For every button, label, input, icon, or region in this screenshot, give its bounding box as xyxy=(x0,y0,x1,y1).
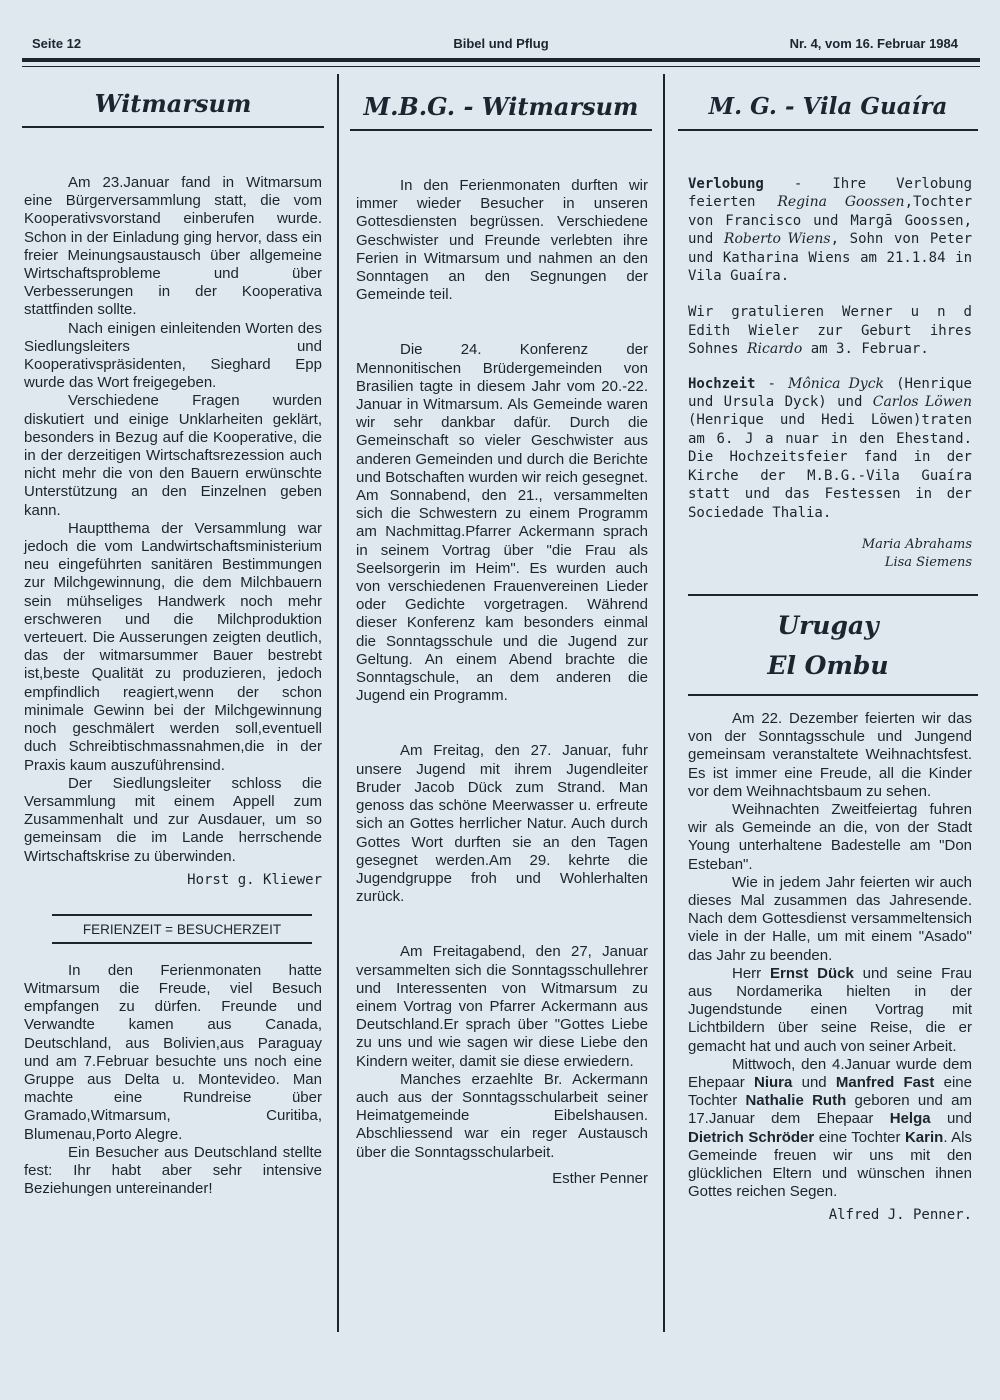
paragraph: Ein Besucher aus Deutschland stellte fest: Ihr habt aber sehr intensive Beziehungen untereinander! xyxy=(24,1143,322,1198)
person-name: Mônica Dyck xyxy=(788,375,885,392)
paragraph: Manches erzaehlte Br. Ackermann auch aus der Sonntagsschularbeit seiner Heimatgemeinde Eibelshausen. Abschliessend war ein reger Austausch über die Sonntagsschularbeit. xyxy=(356,1070,648,1161)
signature-name: Maria Abrahams xyxy=(861,536,972,552)
article-title-witmarsum: Witmarsum xyxy=(94,89,252,118)
newspaper-name: Bibel und Pflug xyxy=(453,36,549,51)
paragraph: In den Ferienmonaten hatte Witmarsum die Freude, viel Besuch empfangen zu dürfen. Freunde und Verwandte kamen aus Canada, Deutschland, aus Bolivien,aus Paraguay und am 7.Februar besuchte uns noch eine Gruppe aus Delta u. Montevideo. Man machte eine Rundreise über Gramado,Witmarsum, Curitiba, Blumenau,Porto Alegre. xyxy=(24,961,322,1143)
person-name: Carlos Löwen xyxy=(872,394,972,411)
title-rule xyxy=(678,129,978,131)
person-name: Niura xyxy=(753,1073,793,1091)
person-name: Nathalie Ruth xyxy=(745,1092,847,1110)
paragraph-verlobung: Verlobung - Ihre Verlobung feierten Regina Goossen,Tochter von Francisco und Margā Goossen, und Roberto Wiens, Sohn von Peter und Katharina Wiens am 21.1.84 in Vila Guaíra. xyxy=(688,176,973,285)
article-signature: Alfred J. Penner. xyxy=(828,1207,972,1224)
person-name: Ricardo xyxy=(747,341,803,358)
title-rule xyxy=(22,126,324,128)
person-name: Helga xyxy=(889,1110,931,1128)
article-body-mbg xyxy=(350,177,652,1162)
label-verlobung: Verlobung xyxy=(688,176,764,192)
page-header xyxy=(22,34,980,54)
article-body-vila-guaira xyxy=(678,175,978,522)
subarticle-title-el-ombu: El Ombu xyxy=(767,650,889,680)
paragraph: Hauptthema der Versammlung war jedoch die vom Landwirtschaftsministerium neu eingeführten sanitären Bestimmungen zur Milchgewinnung, die dem Milchbauern sein mühseliges Handwerk noch mehr erschweren und die Milchproduktion verteuert. Die Ausserungen zeigten deutlich, das der witmarsummer Bauer bestrebt ist,beste Qualität zu produzieren, jedoch empfindlich reagiert,wenn der schon minimale Gewinn bei der Milchgewinnung noch geschmälert werden soll,eventuell duch Schreibtischmassnahmen,die in der Praxis kaum auszuführensind. xyxy=(24,519,322,774)
article-title-vila-guaira: M. G. - Vila Guaíra xyxy=(708,93,948,120)
section-rule xyxy=(688,694,978,696)
paragraph-hochzeit: Hochzeit - Mônica Dyck (Henrique und Ursula Dyck) und Carlos Löwen (Henrique und Hedi Löwen)traten am 6. J a nuar in den Ehestand. Die Hochzeitsfeier fand in der Kirche der M.B.G.-Vila Guaíra statt und das Festessen in der Sociedade Thalia. xyxy=(688,375,972,521)
column-divider-right xyxy=(663,74,665,1332)
paragraph: Am Freitag, den 27. Januar, fuhr unsere Jugend mit ihrem Jugendleiter Bruder Jacob Dück zum Strand. Man genoss das schöne Meerwasser u. erfreute sich an Gottes herrlicher Natur. Auch durch Gottes Wort durften sie an den Tagen gesegnet werden.Am 29. kehrte die Jugendgruppe froh und Wohlerhalten zurück. xyxy=(356,742,648,906)
person-name: Roberto Wiens xyxy=(723,231,831,248)
subarticle-title-urugay: Urugay xyxy=(777,610,879,640)
article-title-mbg: M.B.G. - Witmarsum xyxy=(363,92,639,121)
subarticle-title-ferienzeit: FERIENZEIT = BESUCHERZEIT xyxy=(52,914,312,944)
subarticle-body-el-ombu xyxy=(678,710,978,1201)
paragraph: Die 24. Konferenz der Mennonitischen Brüdergemeinden von Brasilien tagte in diesem Jahr vom 20.-22. Januar in Witmarsum. Als Gemeinde waren wir sehr dankbar dafür. Durch die Gemeinschaft so vieler Geschwister aus anderen Gemeinden und durch die Berichte und Botschaften wurden wir reich gesegnet. Am Sonnabend, den 21., versammelten sich die Schwestern zu einem Programm am Nachmittag.Pfarrer Ackermann sprach in seinem Vortrag über "die Frau als Seelsorgerin im Heim". Es wurden auch von verschiedenen Frauenvereinen Lieder oder Gedichte vorgetragen. Während dieser Konferenz kam besonders einmal die Sonntagsschule und die Jugend zur Geltung. An einem Abend brachte die Sonntagschule, an dem anderen die Jugend ein Programm. xyxy=(356,341,648,705)
header-rule-thick xyxy=(22,58,980,62)
paragraph: Mittwoch, den 4.Januar wurde dem Ehepaar Niura und Manfred Fast eine Tochter Nathalie Ruth geboren und am 17.Januar dem Ehepaar Helga und Dietrich Schröder eine Tochter Karin. Als Gemeinde freuen wir uns mit den glücklichen Eltern und wünschen ihnen Gottes reichen Segen. xyxy=(688,1055,972,1201)
person-name: Ernst Dück xyxy=(769,964,854,982)
article-body-witmarsum xyxy=(22,174,324,866)
column-witmarsum xyxy=(22,75,324,1375)
person-name: Dietrich Schröder xyxy=(688,1128,815,1146)
header-rule-thin xyxy=(22,66,980,67)
paragraph: Am 22. Dezember feierten wir das von der Sonntagsschule und Jungend gemeinsam veranstaltete Weihnachtsfest. Es ist immer eine Freude, all die Kinder vor dem Weihnachtsbaum zu sehen. xyxy=(688,709,972,800)
paragraph: In den Ferienmonaten durften wir immer wieder Besucher in unseren Gottesdiensten begrüssen. Verschiedene Geschwister und Freunde verlebten ihre Ferien in Witmarsum und nahmen an den Sonntagen an den Segnungen der Gemeinde teil. xyxy=(356,177,648,304)
person-name: Regina Goossen xyxy=(777,194,905,211)
paragraph: Herr Ernst Dück und seine Frau aus Nordamerika hielten in der Jugendstunde einen Vortrag mit Lichtbildern über seine Reise, die er gemacht hat und auch von seiner Arbeit. xyxy=(688,964,972,1055)
column-divider-left xyxy=(337,74,339,1332)
issue-date: Nr. 4, vom 16. Februar 1984 xyxy=(789,36,958,51)
paragraph: Der Siedlungsleiter schloss die Versammlung mit einem Appell zum Zusammenhalt und zur Ausdauer, um so gemeinsam die im Lande herrschende Wirtschaftskrise zu überwinden. xyxy=(24,774,322,865)
article-signature: Horst g. Kliewer xyxy=(187,871,322,888)
signature-name: Lisa Siemens xyxy=(884,554,972,570)
section-rule xyxy=(688,594,978,596)
person-name: Manfred Fast xyxy=(835,1073,935,1091)
article-signature: Esther Penner xyxy=(552,1169,648,1187)
paragraph: Verschiedene Fragen wurden diskutiert und einige Unklarheiten geklärt, besonders in Bezug auf die Kooperative, die in der derzeitigen Wirtschaftsrezession auch nicht mehr die von den Bauern erwünschte Unterstützung an den Einzelnen geben kann. xyxy=(24,392,322,519)
paragraph: Nach einigen einleitenden Worten des Siedlungsleiters und Kooperativspräsidenten, Sieghard Epp wurde das Wort freigegeben. xyxy=(24,319,322,392)
person-name: Karin xyxy=(904,1128,944,1146)
column-mg-vila-guaira xyxy=(678,75,978,1375)
paragraph: Am 23.Januar fand in Witmarsum eine Bürgerversammlung statt, die vom Kooperativsvorstand einberufen wurde. Schon in der Einladung ging hervor, dass ein freier Meinungsaustausch über allgemeine Wirtschaftsprobleme und über Verbesserungen in der Kooperativa stattfinden sollte. xyxy=(24,174,322,319)
paragraph: Am Freitagabend, den 27, Januar versammelten sich die Sonntagsschullehrer und Interessenten von Witmarsum zu einem Vortrag von Pfarrer Ackermann aus Deutschland.Er sprach über "Gottes Liebe zu uns und wie sagen wir diese Liebe den Kindern weiter, damit sie diese erwiedern. xyxy=(356,943,648,1070)
label-hochzeit: Hochzeit xyxy=(688,375,756,392)
subarticle-body-ferienzeit xyxy=(22,962,324,1199)
column-mbg-witmarsum xyxy=(350,75,652,1375)
paragraph: Weihnachten Zweitfeiertag fuhren wir als Gemeinde an die, von der Stadt Young unterhaltene Badestelle am "Don Esteban". xyxy=(688,800,972,873)
title-rule xyxy=(350,129,652,131)
paragraph: Wie in jedem Jahr feierten wir auch dieses Mal zusammen das Jahresende. Nach dem Gottesdienst versammeltensich viele in der Halle, um mit einem "Asado" das Jahr zu beenden. xyxy=(688,873,972,964)
paragraph-gratulation: Wir gratulieren Werner u n d Edith Wieler zur Geburt ihres Sohnes Ricardo am 3. Februar. xyxy=(688,304,972,358)
page-number: Seite 12 xyxy=(32,36,82,51)
article-signatures xyxy=(678,536,972,572)
